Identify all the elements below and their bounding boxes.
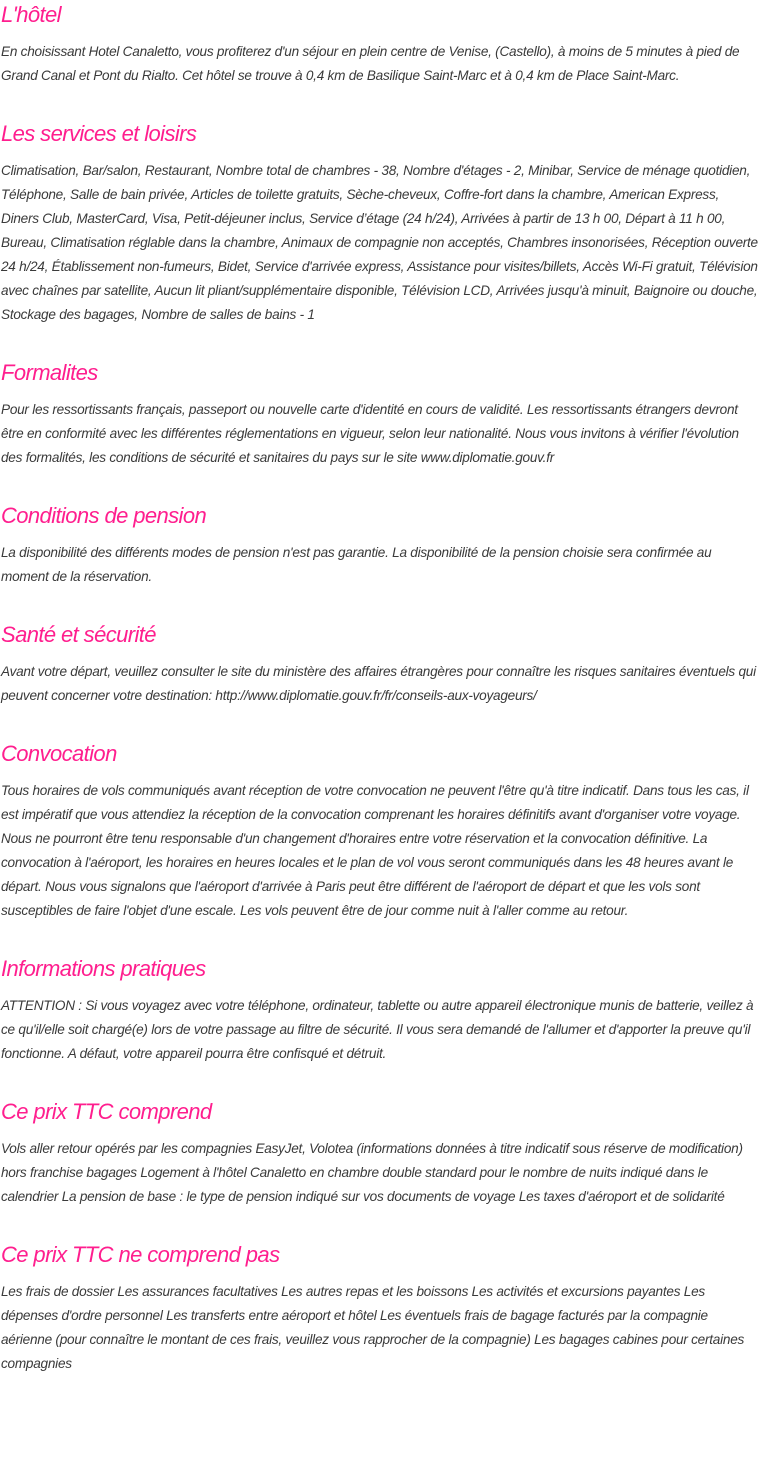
- section-text: En choisissant Hotel Canaletto, vous profiterez d'un séjour en plein centre de Venise, (Castello), à moins de 5 minutes à pied de Grand Canal et Pont du Rialto. Cet hôtel se trouve à 0,4 km de Basilique Saint-Marc et à 0,4 km de Place Saint-Marc.: [1, 44, 740, 83]
- section-title: L'hôtel: [1, 2, 61, 27]
- section-text: Climatisation, Bar/salon, Restaurant, Nombre total de chambres - 38, Nombre d'étages - 2, Minibar, Service de ménage quotidien, Téléphone, Salle de bain privée, Articles de toilette gratuits, Sèche-cheveux, Coffre-fort dans la chambre, American Express, Diners Club, MasterCard, Visa, Petit-déjeuner inclus, Service d’étage (24 h/24), Arrivées à partir de 13 h 00, Départ à 11 h 00, Bureau, Climatisation réglable dans la chambre, Animaux de compagnie non acceptés, Chambres insonorisées, Réception ouverte 24 h/24, Établissement non-fumeurs, Bidet, Service d'arrivée express, Assistance pour visites/billets, Accès Wi-Fi gratuit, Télévision avec chaînes par satellite, Aucun lit pliant/supplémentaire disponible, Télévision LCD, Arrivées jusqu'à minuit, Baignoire ou douche, Stockage des bagages, Nombre de salles de bains - 1: [1, 163, 758, 322]
- section-text: Avant votre départ, veuillez consulter le site du ministère des affaires étrangères pour connaître les risques sanitaires éventuels qui peuvent concerner votre destination: http://www.diplomatie.gouv.fr/fr/conseils-aux-voyageurs/: [1, 664, 756, 703]
- section-title: Santé et sécurité: [1, 622, 156, 647]
- section-title: Formalites: [1, 360, 98, 385]
- section-text: Vols aller retour opérés par les compagnies EasyJet, Volotea (informations données à titre indicatif sous réserve de modification) hors franchise bagages Logement à l'hôtel Canaletto en chambre double standard pour le nombre de nuits indiqué dans le calendrier La pension de base : le type de pension indiqué sur vos documents de voyage Les taxes d'aéroport et de solidarité: [1, 1141, 743, 1204]
- section-sante: [1, 620, 758, 708]
- section-title: Convocation: [1, 741, 117, 766]
- section-title: Les services et loisirs: [1, 121, 197, 146]
- section-text: La disponibilité des différents modes de pension n'est pas garantie. La disponibilité de la pension choisie sera confirmée au moment de la réservation.: [1, 545, 712, 584]
- section-text: Les frais de dossier Les assurances facultatives Les autres repas et les boissons Les activités et excursions payantes Les dépenses d'ordre personnel Les transferts entre aéroport et hôtel Les éventuels frais de bagage facturés par la compagnie aérienne (pour connaître le montant de ces frais, veuillez vous rapprocher de la compagnie) Les bagages cabines pour certaines compagnies: [1, 1284, 745, 1371]
- section-title: Conditions de pension: [1, 503, 207, 528]
- section-informations: [1, 954, 758, 1066]
- section-pension: [1, 501, 758, 589]
- section-title: Ce prix TTC ne comprend pas: [1, 1242, 280, 1267]
- section-title: Informations pratiques: [1, 956, 206, 981]
- section-hotel: [1, 0, 758, 88]
- section-services: [1, 119, 758, 327]
- section-title: Ce prix TTC comprend: [1, 1099, 212, 1124]
- section-text: Tous horaires de vols communiqués avant réception de votre convocation ne peuvent l'être qu'à titre indicatif. Dans tous les cas, il est impératif que vous attendiez la réception de la convocation comprenant les horaires définitifs avant d'organiser votre voyage. Nous ne pourront être tenu responsable d'un changement d'horaires entre votre réservation et la convocation définitive. La convocation à l'aéroport, les horaires en heures locales et le plan de vol vous seront communiqués dans les 48 heures avant le départ. Nous vous signalons que l'aéroport d'arrivée à Paris peut être différent de l'aéroport de départ et que les vols sont susceptibles de faire l'objet d'une escale. Les vols peuvent être de jour comme nuit à l'aller comme au retour.: [1, 783, 749, 918]
- section-text: ATTENTION : Si vous voyagez avec votre téléphone, ordinateur, tablette ou autre appareil électronique munis de batterie, veillez à ce qu'il/elle soit chargé(e) lors de votre passage au filtre de sécurité. Il vous sera demandé de l'allumer et d'apporter la preuve qu'il fonctionne. A défaut, votre appareil pourra être confisqué et détruit.: [1, 998, 754, 1061]
- section-prix-comprend: [1, 1097, 758, 1209]
- section-text: Pour les ressortissants français, passeport ou nouvelle carte d'identité en cours de validité. Les ressortissants étrangers devront être en conformité avec les différentes réglementations en vigueur, selon leur nationalité. Nous vous invitons à vérifier l'évolution des formalités, les conditions de sécurité et sanitaires du pays sur le site www.diplomatie.gouv.fr: [1, 402, 739, 465]
- section-convocation: [1, 739, 758, 923]
- section-prix-ne-comprend-pas: [1, 1240, 758, 1376]
- section-formalites: [1, 358, 758, 470]
